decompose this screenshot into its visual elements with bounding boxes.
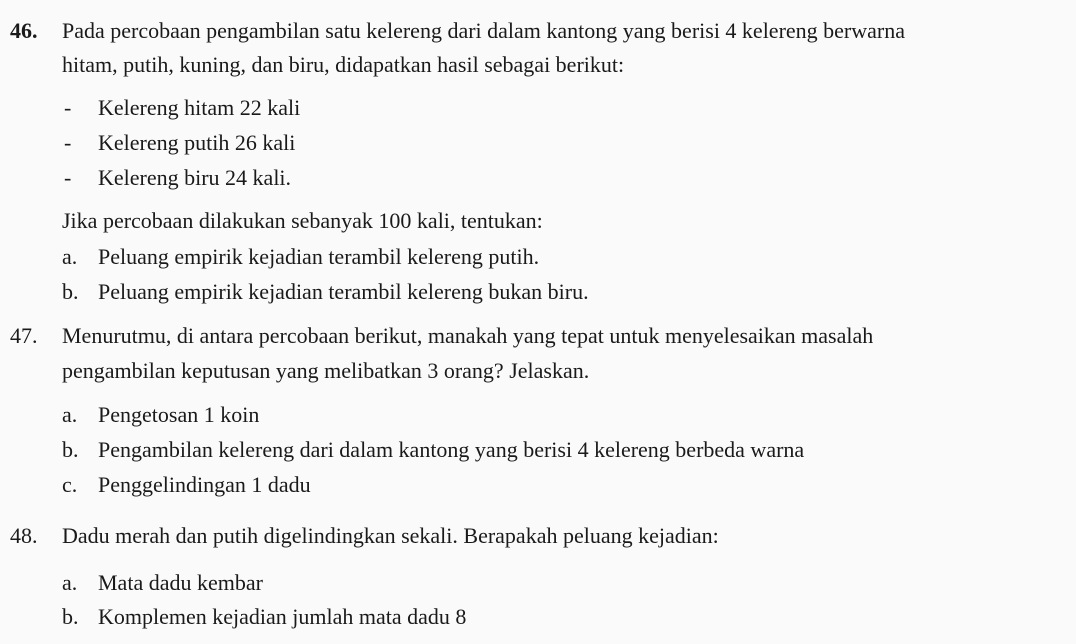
option-marker: b. [62,279,79,304]
question-text-line: pengambilan keputusan yang melibatkan 3 orang? Jelaskan. [62,358,590,383]
question-text-line: hitam, putih, kuning, dan biru, didapatkan hasil sebagai berikut: [62,52,625,77]
option-marker: a. [62,244,78,269]
list-item: Pengetosan 1 koin [98,402,260,427]
option-marker: a. [62,570,78,595]
option-marker: b. [62,437,79,462]
option-marker: a. [62,402,78,427]
question-text-line: Dadu merah dan putih digelindingkan sekali. Berapakah peluang kejadian: [62,523,719,548]
option-marker: b. [62,604,79,629]
question-number: 48. [10,523,38,548]
question-prompt: Jika percobaan dilakukan sebanyak 100 kali, tentukan: [62,208,543,233]
list-item: Peluang empirik kejadian terambil kelereng putih. [98,244,540,269]
question-number: 46. [10,18,38,43]
bullet-marker: - [64,95,72,120]
list-item: Komplemen kejadian jumlah mata dadu 8 [98,604,467,629]
list-item: Kelereng hitam 22 kali [98,95,301,120]
list-item: Mata dadu kembar [98,570,263,595]
question-text-line: Menurutmu, di antara percobaan berikut, manakah yang tepat untuk menyelesaikan masalah [62,323,874,348]
list-item: Pengambilan kelereng dari dalam kantong yang berisi 4 kelereng berbeda warna [98,437,805,462]
option-marker: c. [62,472,78,497]
list-item: Kelereng biru 24 kali. [98,165,292,190]
list-item: Kelereng putih 26 kali [98,130,296,155]
question-text-line: Pada percobaan pengambilan satu kelereng dari dalam kantong yang berisi 4 kelereng berwarna [62,18,905,43]
question-number: 47. [10,323,38,348]
list-item: Peluang empirik kejadian terambil kelereng bukan biru. [98,279,589,304]
bullet-marker: - [64,130,72,155]
list-item: Penggelindingan 1 dadu [98,472,311,497]
bullet-marker: - [64,165,72,190]
